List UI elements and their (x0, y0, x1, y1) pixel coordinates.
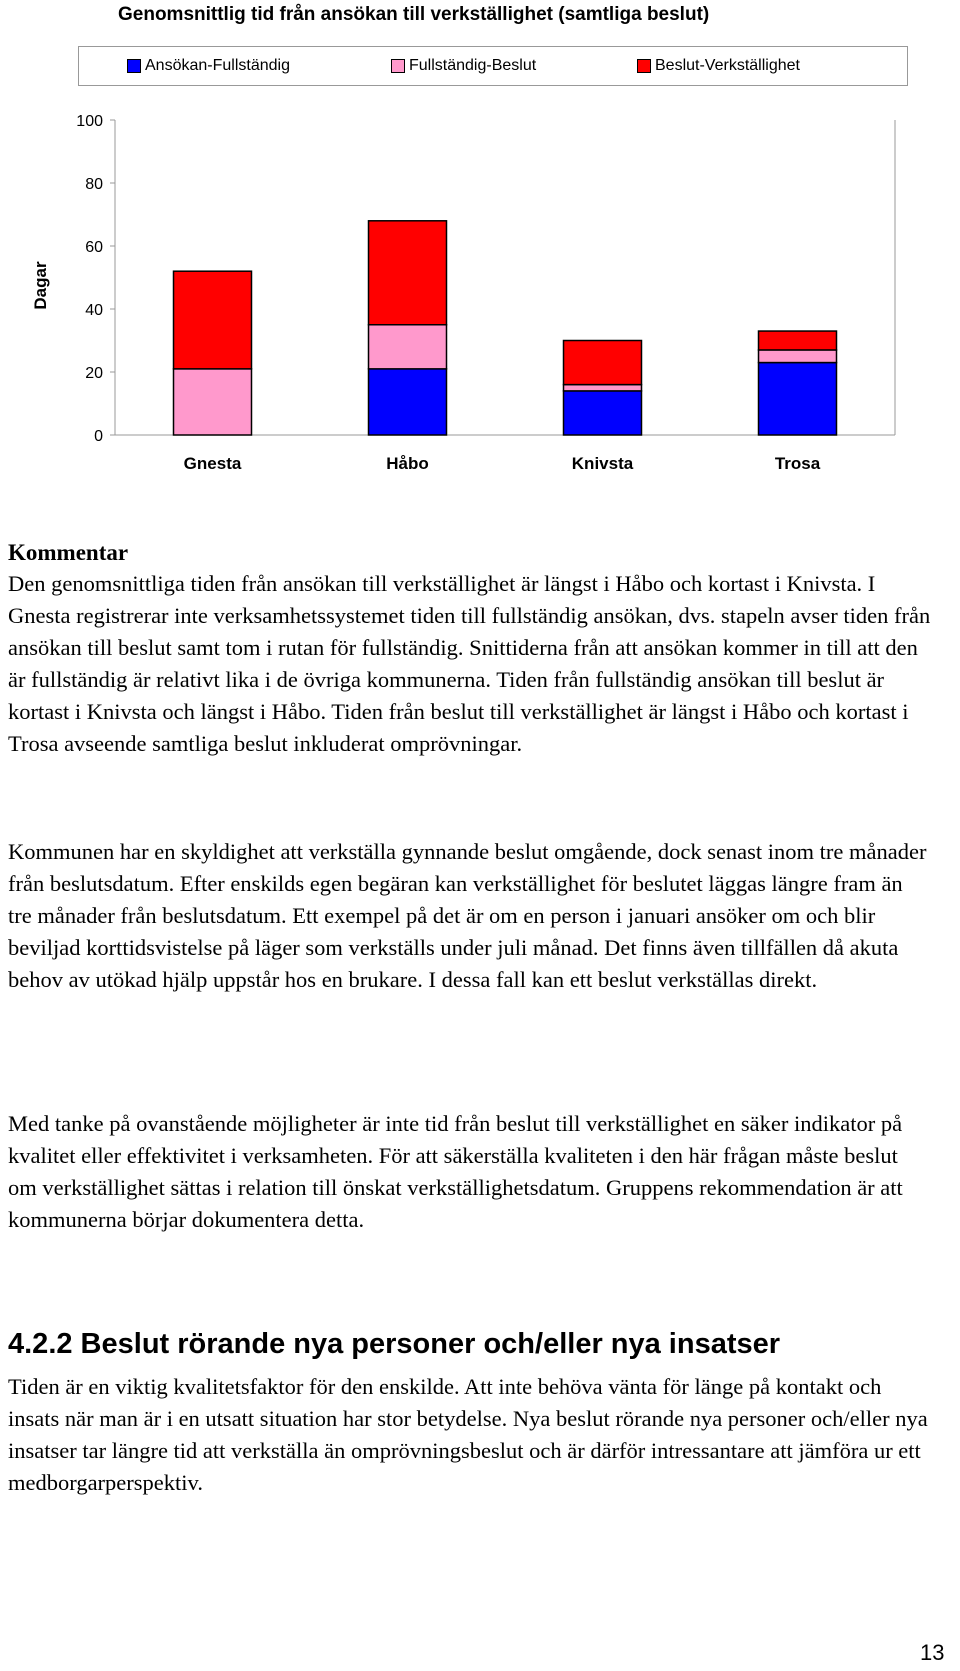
legend-item-ansokan-fullstandig (127, 57, 290, 75)
bar-trosa-series-0 (759, 363, 837, 435)
legend-label: Beslut-Verkställighet (655, 57, 800, 74)
y-tick-label: 80 (85, 176, 103, 193)
y-tick-label: 60 (85, 239, 103, 256)
x-tick-label: Knivsta (571, 454, 634, 470)
legend-item-fullstandig-beslut (391, 57, 536, 75)
y-tick-label: 100 (76, 113, 103, 130)
page-number: 13 (920, 1640, 945, 1665)
x-tick-label: Trosa (774, 454, 821, 470)
y-tick-label: 0 (94, 428, 103, 445)
section-paragraph: Tiden är en viktig kvalitetsfaktor för den enskilde. Att inte behöva vänta för länge på kontakt och insats när man är i en utsatt situation har stor betydelse. Nya beslut rörande nya personer och/eller nya insatser tar längre tid att verkställa än omprövningsbeslut och är därför intressantare att jämföra ur ett medborgarperspektiv. (8, 1374, 928, 1495)
legend-label: Fullständig-Beslut (409, 57, 537, 74)
bar-hbo-series-0 (369, 369, 447, 435)
bar-gnesta-series-1 (174, 369, 252, 435)
kommentar-paragraph-3: Med tanke på ovanstående möjligheter är inte tid från beslut till verkställighet en säker indikator på kvalitet eller effektivitet i verksamheten. För att säkerställa kvaliteten i den här frågan måste beslut om verkställighet sättas i relation till önskat verkställighetsdatum. Gruppens rekommendation är att kommunerna börjar dokumentera detta. (8, 1111, 903, 1232)
bar-gnesta-series-2 (174, 271, 252, 369)
bar-hbo-series-2 (369, 221, 447, 325)
legend-swatch-red (637, 59, 651, 73)
y-axis-title: Dagar (31, 261, 50, 310)
bar-trosa-series-1 (759, 350, 837, 363)
legend-item-beslut-verkstallighet (637, 57, 800, 75)
chart-title: Genomsnittlig tid från ansökan till verkställighet (samtliga beslut) (118, 4, 710, 25)
kommentar-paragraph-1: Den genomsnittliga tiden från ansökan till verkställighet är längst i Håbo och kortast i Knivsta. I Gnesta registrerar inte verksamhetssystemet tiden till fullständig ansökan, dvs. stapeln avser tiden från ansökan till beslut samt tom i rutan för fullständig. Snittiderna från att ansökan kommer in till att den är fullständig är relativt lika i de övriga kommunerna. Tiden från fullständig ansökan till beslut är kortast i Knivsta och längst i Håbo. Tiden från beslut till verkställighet är längst i Håbo och kortast i Trosa avseende samtliga beslut inkluderat omprövningar. (8, 571, 931, 756)
bar-knivsta-series-2 (564, 341, 642, 385)
chart-legend (78, 46, 908, 86)
bar-knivsta-series-0 (564, 391, 642, 435)
legend-label: Ansökan-Fullständig (145, 57, 290, 74)
legend-swatch-blue (127, 59, 141, 73)
kommentar-heading: Kommentar (8, 540, 129, 565)
y-tick-label: 20 (85, 365, 103, 382)
y-tick-label: 40 (85, 302, 103, 319)
bar-chart (0, 90, 960, 470)
kommentar-paragraph-2: Kommunen har en skyldighet att verkställa gynnande beslut omgående, dock senast inom tre månader från beslutsdatum. Efter enskilds egen begäran kan verkställighet för beslutet läggas längre fram än tre månader från beslutsdatum. Ett exempel på det är om en person i januari ansöker om och blir beviljad korttidsvistelse på läger som verkställs under juli månad. Det finns även tillfällen då akuta behov av utökad hjälp uppstår hos en brukare. I dessa fall kan ett beslut verkställas direkt. (8, 839, 927, 992)
x-tick-label: Håbo (386, 454, 429, 470)
section-heading: 4.2.2 Beslut rörande nya personer och/eller nya insatser (8, 1328, 781, 1360)
bar-hbo-series-1 (369, 325, 447, 369)
bar-trosa-series-2 (759, 331, 837, 350)
legend-swatch-pink (391, 59, 405, 73)
x-tick-label: Gnesta (183, 454, 242, 470)
bar-knivsta-series-1 (564, 385, 642, 391)
